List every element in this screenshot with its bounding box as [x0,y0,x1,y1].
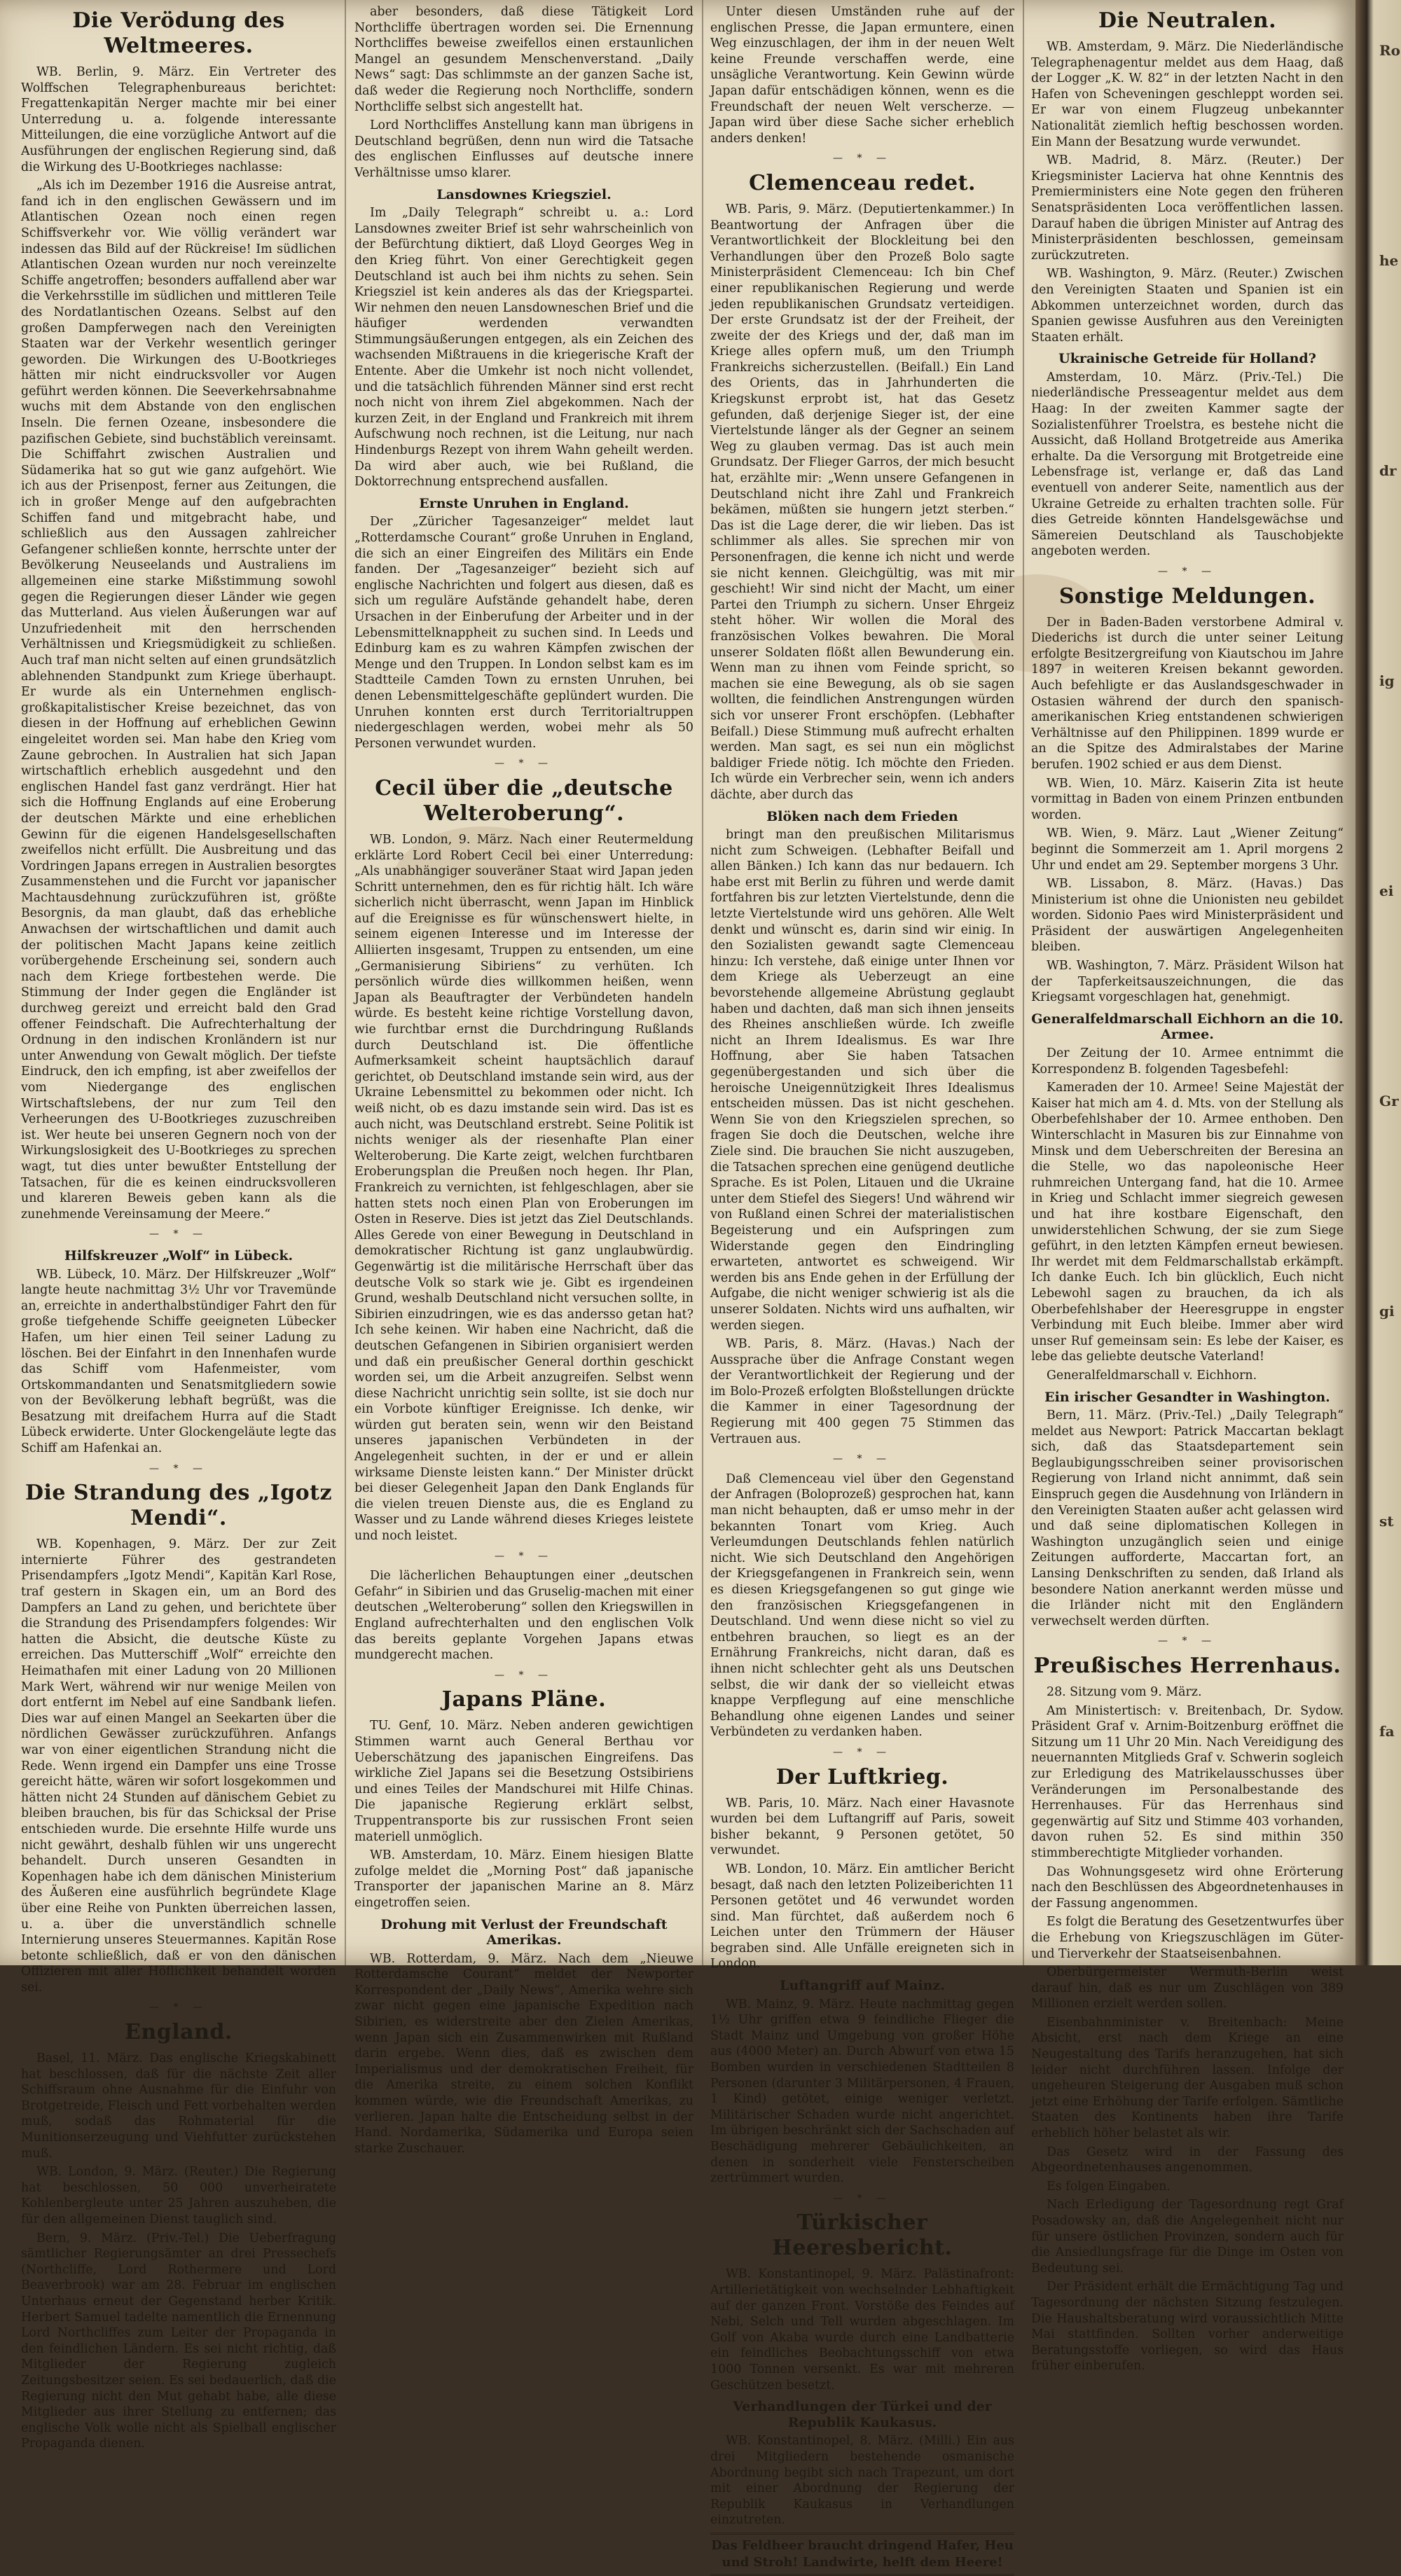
article-subheading: Blöken nach dem Frieden [766,808,958,824]
article-paragraph: WB. Amsterdam, 10. März. Einem hiesigen Blatte zufolge meldet die „Morning Post“ daß japanische Transporter der japanischen Marine an 8. März eingetroffen seien. [354,1848,693,1910]
article-paragraph: TU. Genf, 10. März. Neben anderen gewichtigen Stimmen warnt auch General Berthau vor Ueberschätzung des japanischen Eingreifens. Das wirkliche Ziel Japans sei die Besetzung Ostsibiriens und eines Teiles der Mandschurei mit Hilfe Chinas. Die japanische Regierung erklärt selbst, Truppentransporte bis zur russischen Front seien materiell unmöglich. [354,1719,693,1844]
notice-box: Das Feldheer braucht dringend Hafer, Heu und Stroh! Landwirte, helft dem Heere! [710,2533,1014,2576]
article-paragraph: Daß Clemenceau viel über den Gegenstand der Anfragen (Boloprozeß) gesprochen hat, kann man nicht behaupten, daß er umso mehr in der bekannten Tonart vom Krieg. Auch Verleumdungen Deutschlands fehlen natürlich nicht. Wie sich Deutschland den Angehörigen der Kriegsgefangenen in Frankreich sein, wenn es diesen Kriegsgefangenen so gut ginge wie den französischen Kriegsgefangenen in Deutschland. Und wenn diese nicht so viel zu entbehren brauchen, so liegt es an der Ernährung Frankreichs, nicht daran, daß es ihnen nicht schlechter geht als uns Deutschen selbst, die wir dank der so vielleicht etwas knappe Verpflegung auf eine menschliche Behandlung ohne eigenen Landes und seiner Verbündeten zu verdanken haben. [710,1471,1014,1740]
article-paragraph: WB. Madrid, 8. März. (Reuter.) Der Kriegsminister Lacierva hat ohne Kenntnis des Premierministers eine Note gegen den früheren Senatspräsidenten Loca veröffentlichen lassen. Darauf haben die übrigen Minister auf Antrag des Ministerpräsidenten beschlossen, gemeinsam zurückzutreten. [1031,153,1344,263]
article-subheading: Verhandlungen der Türkei und der Republik Kaukasus. [733,2399,992,2430]
article-paragraph: WB. Wien, 10. März. Kaiserin Zita ist heute vormittag in Baden von einem Prinzen entbunden worden. [1031,776,1344,822]
section-divider: — * — [495,1669,553,1681]
article-paragraph: Das Wohnungsgesetz wird ohne Erörterung nach den Beschlüssen des Abgeordnetenhauses in der Fassung angenommen. [1031,1864,1344,1911]
edge-text-fragment: ei [1379,882,1394,899]
section-divider: — * — [495,1550,553,1562]
article-paragraph: aber besonders, daß diese Tätigkeit Lord Northcliffe übertragen worden sei. Die Ernennung Northcliffes beweise zweifellos einen erstaunlichen Mangel an gesundem Menschenverstand. „Daily News“ sagt: Das schlimmste an der ganzen Sache ist, daß weder die Regierung noch Northcliffe, sondern Northcliffe selbst sich angestellt hat. [354,5,693,114]
article-headline: Die Strandung des „Igotz Mendi“. [25,1481,333,1531]
article-paragraph: Der in Baden-Baden verstorbene Admiral v. Diederichs ist durch die unter seiner Leitung erfolgte Besitzergreifung von Kiautschou im Jahre 1897 in weiteren Kreisen bekannt geworden. Auch befehligte er das Auslandsgeschwader in Ostasien während der durch den spanisch-amerikanischen Krieg entstandenen schwierigen Verhältnisse auf den Philippinen. 1899 wurde er an die Spitze des Admiralstabes der Marine berufen. 1902 schied er aus dem Dienst. [1031,615,1344,772]
article-paragraph: Der Präsident erhält die Ermächtigung Tag und Tagesordnung der nächsten Sitzung festzulegen. Die Haushaltsberatung wird voraussichtlich Mitte Mai stattfinden. Sollten vorher anderweitige Beratungsstoffe vorliegen, so wird das Haus früher einberufen. [1031,2280,1344,2374]
article-paragraph: „Als ich im Dezember 1916 die Ausreise antrat, fand ich in den englischen Gewässern und im Atlantischen Ozean noch einen regen Schiffsverkehr vor. Wie völlig verändert war indessen das Bild auf der Rückreise! Im südlichen Atlantischen Ozean wurden nur noch vereinzelte Schiffe angetroffen; besonders auffallend aber war die Verkehrsstille im südlichen und mittleren Teile des Nordatlantischen Ozeans. Selbst auf den großen Dampferwegen nach den Vereinigten Staaten war der Verkehr wesentlich geringer geworden. Die Wirkungen des U-Bootkrieges hätten mir nicht eindrucksvoller vor Augen geführt werden können. Die Seeverkehrsabnahme wuchs mit dem Abstande von den englischen Inseln. Die fernen Ozeane, insbesondere die pazifischen Gebiete, sind buchstäblich vereinsamt. Die Schiffahrt zwischen Australien und Südamerika hat so gut wie ganz aufgehört. Wie ich aus der Prisenpost, ferner aus Zeitungen, die ich in großer Menge auf den aufgebrachten Schiffen fand und mitgebracht habe, und schließlich aus den Aussagen zahlreicher Gefangener schließen konnte, herrschte unter der Bevölkerung Neuseelands und Australiens im allgemeinen eine starke Mißstimmung sowohl gegen die Regierungen dieser Länder wie gegen das Mutterland. Aus vielen Äußerungen war auf Unzufriedenheit mit den herrschenden Verhältnissen und Kriegsmüdigkeit zu schließen. Auch traf man nicht selten auf einen grundsätzlich ablehnenden Standpunkt zum Kriege überhaupt. Er wurde als ein Unternehmen englisch-großkapitalistischer Kreise bezeichnet, das von diesen in der Hoffnung auf erheblichen Gewinn eingeleitet worden sei. Man habe den Krieg vom Zaune gebrochen. In Australien hat sich Japan wirtschaftlich erheblich ausgedehnt und den englischen Handel fast ganz verdrängt. Hier hat sich die Hoffnung Englands auf eine Eroberung der deutschen Märkte und eine erheblichen Gewinn für die eigenen Handelsgesellschaften zweifellos nicht erfüllt. Die Ausbreitung und das Vordringen Japans erregen in Australien besorgtes Zusammenstehen und die Furcht vor japanischer Machtausdehnung zurückzuführen ist, größte Besorgnis, da man glaubt, daß das erhebliche Anwachsen der wirtschaftlichen und damit auch der politischen Macht Japans keine zeitlich vorübergehende Erscheinung sei, sondern auch nach dem Kriege fortbestehen werde. Die Stimmung der Inder gegen die Engländer ist durchweg gereizt und erreicht bald den Grad offener Feindschaft. Die Aufrechterhaltung der Ordnung in den indischen Kronländern ist nur unter Anwendung von Gewalt möglich. Der tiefste Eindruck, den ich empfing, ist aber zweifellos der vom Niedergange des englischen Wirtschaftslebens, der nur zum Teil den Verheerungen des U-Bootkrieges zuzuschreiben ist. Wer heute bei unseren Gegnern noch von der Wirkungslosigkeit des U-Bootkrieges zu sprechen wagt, tut dies unter bewußter Entstellung der Tatsachen, für die es keinen eindrucksvolleren und klareren Beweis geben kann als die zunehmende Vereinsamung der Meere.“ [21,179,336,1221]
article-headline: Clemenceau redet. [749,170,976,195]
article-paragraph: WB. London, 9. März. (Reuter.) Die Regierung hat beschlossen, 50 000 unverheiratete Kohlenbergleute unter 25 Jahren auszuheben, die für den allgemeinen Dienst tauglich sind. [21,2165,336,2227]
article-paragraph: Es folgt die Beratung des Gesetzentwurfes über die Erhebung von Kriegszuschlägen im Güter- und Tierverkehr der Staatseisenbahnen. [1031,1915,1344,1961]
article-paragraph: Der „Züricher Tagesanzeiger“ meldet laut „Rotterdamsche Courant“ große Unruhen in England, die sich an einer Eingreifen des Militärs ein Ende fanden. Der „Tagesanzeiger“ bezieht sich auf englische Nachrichten und folgert aus diesen, daß es sich um reguläre Aufstände gehandelt habe, deren Ursachen in der Einberufung der Arbeiter und in der Lebensmittelknappheit zu suchen sind. In Leeds und Edinburg kam es zu wahren Kämpfen zwischen der Menge und den Truppen. In London selbst kam es im Stadtteile Camden Town zu ernsten Unruhen, bei denen Lebensmittelgeschäfte geplündert wurden. Die Unruhen konnten erst durch Territorialtruppen niedergeschlagen werden, wobei mehr als 50 Personen verwundet wurden. [354,515,693,751]
article-subheading: Lansdownes Kriegsziel. [436,186,612,202]
article-paragraph: WB. Paris, 8. März. (Havas.) Nach der Aussprache über die Anfrage Constant wegen der Verantwortlichkeit der Regierung und der im Bolo-Prozeß erfolgten Bloßstellungen drückte die Kammer in einer Tagesordnung der Regierung mit 400 gegen 75 Stimmen das Vertrauen aus. [710,1337,1014,1446]
article-headline: Die Neutralen. [1098,8,1277,33]
section-divider: — * — [833,1453,892,1465]
article-subheading: Ukrainische Getreide für Holland? [1058,351,1316,367]
article-paragraph: Am Ministertisch: v. Breitenbach, Dr. Sydow. Präsident Graf v. Arnim-Boitzenburg eröffnet die Sitzung um 11 Uhr 20 Min. Nach Vereidigung des neuernannten Mitglieds Graf v. Schwerin sogleich zur Erledigung des Matrikelausschusses über Veränderungen im Personalbestande des Herrenhauses. Für das Herrenhaus sind gegenwärtig auf Sitz und Stimme 403 vorhanden, davon ruhen 52. Es sind mithin 350 stimmberechtigte Mitglieder vorhanden. [1031,1703,1344,1860]
article-paragraph: Nach Erledigung der Tagesordnung regt Graf Posadowsky an, daß die Angelegenheit nicht nur für unsere östlichen Provinzen, sondern auch für die Ansiedlungsfrage für die Dinge im Osten von Bedeutung sei. [1031,2198,1344,2276]
article-paragraph: Der Zeitung der 10. Armee entnimmt die Korrespondenz B. folgenden Tagesbefehl: [1031,1046,1344,1076]
section-divider: — * — [149,1462,208,1474]
edge-text-fragment: st [1379,1513,1394,1530]
column-3 [710,4,1014,2570]
section-divider: — * — [149,2002,208,2014]
article-paragraph: WB. Konstantinopel, 9. März. Palästinafront: Artillerietätigkeit von wechselnder Lebhaftigkeit auf der ganzen Front. Vorstöße des Feindes auf Nebi, Selch und Tell wurden abgeschlagen. Im Golf von Akaba wurde durch eine Landbatterie ein feindliches Beobachtungsschiff von etwa 1000 Tonnen versenkt. Es war mit mehreren Geschützen besetzt. [710,2267,1014,2393]
article-paragraph: WB. Berlin, 9. März. Ein Vertreter des Wolffschen Telegraphenbureaus berichtet: Fregattenkapitän Nerger machte mir bei einer Unterredung u. a. folgende interessante Mitteilungen, die eine vorzügliche Antwort auf die Ausführungen der englischen Regierung sind, daß die Wirkung des U-Bootkrieges nachlasse: [21,65,336,174]
column-4 [1031,4,1344,2374]
article-paragraph: Unter diesen Umständen ruhe auf der englischen Presse, die Japan ermuntere, einen Weg einzuschlagen, der ihm in der neuen Welt keine Freunde verschaffen werde, eine unsägliche Verantwortung. Kein Gewinn würde Japan dafür entschädigen können, wenn es die Freundschaft der neuen Welt verscherze. — Japan wird über diese Sache sicher erheblich anders denken! [710,5,1014,146]
edge-text-fragment: dr [1379,462,1397,479]
edge-text-fragment: fa [1379,1723,1395,1740]
article-paragraph: Oberbürgermeister Wermuth-Berlin weist darauf hin, daß es nur um Zuschlägen von 389 Millionen erzielt werden sollen. [1031,1965,1344,2011]
edge-text-fragment: Gr [1379,1093,1399,1109]
article-paragraph: WB. Lübeck, 10. März. Der Hilfskreuzer „Wolf“ langte heute nachmittag 3½ Uhr vor Travemünde an, erreichte in anderthalbstündiger Fahrt den für große tiefgehende Schiffe geeigneten Lübecker Hafen, um hier einen Teil seiner Ladung zu löschen. Bei der Einfahrt in den Innenhafen wurde das Schiff vom Hafenmeister, vom Ortskommandanten und Senatsmitgliedern sowie von der Bevölkerung lebhaft begrüßt, was die Besatzung mit dreifachem Hurra auf die Stadt Lübeck erwiderte. Unter Glockengeläute legte das Schiff am Hafenkai an. [21,1267,336,1456]
article-paragraph: Basel, 11. März. Das englische Kriegskabinett hat beschlossen, daß für die nächste Zeit aller Schiffsraum ohne Ausnahme für die Einfuhr von Brotgetreide, Fleisch und Fett vorbehalten werden muß, sodaß das Rohmaterial für die Munitionserzeugung und Viehfutter zurückstehen muß. [21,2051,336,2161]
article-paragraph: Bern, 9. März. (Priv.-Tel.) Die Ueberfragung sämtlicher Regierungsämter an drei Pressechefs (Northcliffe, Lord Rothermere und Lord Beaverbrook) war am 28. Februar im englischen Unterhaus erneut der Gegenstand herber Kritik. Herbert Samuel tadelte namentlich die Ernennung Lord Northcliffes zum Leiter der Propaganda in den feindlichen Ländern. Es sei nicht richtig, daß Mitglieder der Regierung zugleich Zeitungsbesitzer seien. Es sei bedauerlich, daß die Regierung nicht den Mut gehabt habe, alle diese Mitglieder aus ihrer Stellung zu entfernen; das englische Volk wolle nicht als Spielball englischer Propaganda dienen. [21,2231,336,2451]
article-paragraph: Im „Daily Telegraph“ schreibt u. a.: Lord Lansdownes zweiter Brief ist sehr wahrscheinlich von der Befürchtung diktiert, daß Lloyd Georges Weg in den Krieg führt. Von einer Gerechtigkeit gegen Deutschland ist auch bei ihm nichts zu sehen. Sein Kriegsziel ist kein anderes als das der Kriegspartei. Wir nehmen den neuen Lansdowneschen Brief und die häufiger werdenden verwandten Stimmungsäußerungen entgegen, als ein Zeichen des wachsenden Mißtrauens in die kriegerische Kraft der Entente. Aber die Umkehr ist noch nicht vollendet, und die tatsächlich führenden Männer sind erst recht noch nicht von ihrem Ziel abgekommen. Nach der kurzen Zeit, in der England und Frankreich mit ihrem Aufschwung noch rechnen, ist die Leitung, nur nach Hindenburgs Rezept von ihrem Wahn geheilt werden. Da wird aber auch, wie bei Rußland, die Doktorrechnung entsprechend ausfallen. [354,206,693,490]
article-subheading: Ernste Unruhen in England. [419,495,629,511]
article-paragraph: WB. Paris, 9. März. (Deputiertenkammer.) In Beantwortung der Anfragen über die Verantwortlichkeit der Blockleitung bei den Verhandlungen über den Prozeß Bolo sagte Ministerpräsident Clemenceau: Ich bin Chef einer republikanischen Regierung und werde jeden republikanischen Grundsatz verteidigen. Der erste Grundsatz ist der der Freiheit, der zweite der des Kriegs und der, daß man im Kriege alles opfern muß, um den Triumph Frankreichs sicherzustellen. (Beifall.) Ein Land des Orients, das in Jahrhunderten die Kriegskunst erprobt ist, hat das Gesetz gefunden, daß derjenige Sieger ist, der eine Viertelstunde länger als der Gegner an seinem Weg zu glauben vermag. Das ist auch mein Grundsatz. Der Flieger Garros, der mich besucht hat, erzählte mir: „Wenn unsere Gefangenen in Deutschland nicht ihre Zahl und Frankreich bekämen, müßten sie hungern jetzt sterben.“ Das ist die Lage derer, die wir lieben. Das ist schlimmer als alles. Sie sprechen mir von Personenfragen, die kenne ich nicht und werde sie nicht kennen. Gleichgültig, was mit mir geschieht! Wir sind nicht der Macht, um einer Partei den Triumph zu sichern. Unser Ehrgeiz steht höher. Wir wollen die Moral des französischen Volkes bewahren. Die Moral unserer Soldaten flößt allen Bewunderung ein. Wenn man zu ihnen vom Feinde spricht, so machen sie eine Bewegung, als ob sie sagen wollten, die feindlichen Anstrengungen würden sich vor unserer Front erschöpfen. (Lebhafter Beifall.) Diese Stimmung muß aufrecht erhalten werden. Man sagt, es sei nun ein möglichst baldiger Friede nötig. Ich möchte den Frieden. Ich würde ein Verbrecher sein, wenn ich anders dächte, aber durch das [710,202,1014,802]
article-headline: Türkischer Heeresbericht. [772,2210,953,2261]
section-divider: — * — [833,2192,892,2204]
article-paragraph: Lord Northcliffes Anstellung kann man übrigens in Deutschland begrüßen, denn nun wird die Tatsache des englischen Einflusses auf deutsche innere Verhältnisse umso klarer. [354,118,693,180]
article-paragraph: WB. Wien, 9. März. Laut „Wiener Zeitung“ beginnt die Sommerzeit am 1. April morgens 2 Uhr und endet am 29. September morgens 3 Uhr. [1031,826,1344,873]
section-divider: — * — [833,1746,892,1758]
article-paragraph: WB. Mainz, 9. März. Heute nachmittag gegen 1½ Uhr griffen etwa 9 feindliche Flieger die Stadt Mainz und Umgebung von großer Höhe aus (4000 Meter) an. Durch Abwurf von etwa 15 Bomben wurden in verschiedenen Stadtteilen 8 Personen (darunter 3 Militärpersonen, 4 Frauen, 1 Kind) getötet, einige weniger verletzt. Militärischer Schaden wurde nicht angerichtet. Im übrigen beschränkt sich der Sachschaden auf Beschädigung mehrerer Gebäulichkeiten, an denen in sonderheit viele Fensterscheiben zertrümmert wurden. [710,1997,1014,2186]
article-paragraph: bringt man den preußischen Militarismus nicht zum Schweigen. (Lebhafter Beifall und allen Bänken.) Ich kann das nur bedauern. Ich habe erst mit Berlin zu führen und werde damit fortfahren bis zur letzten Viertelstunde, denn die letzte Viertelstunde wird uns gehören. Alle Welt denkt und wünscht es, darin sind wir einig. In den Sozialisten gewandt sagte Clemenceau hinzu: Ich verstehe, daß einige unter Ihnen vor dem Kriege als Ueberzeugt an eine bevorstehende allgemeine Abrüstung geglaubt haben und dachten, daß man sich ihnen jenseits des Rheines anschließen würde. Ich zweifle nicht an Ihrem Idealismus. Es war Ihre Hoffnung, aber Sie haben Tatsachen gegenübergestanden und sich über die heroische Uneigennützigkeit Ihres Idealismus entscheiden müssen. Das ist nicht geschehen. Wenn Sie von den Kriegszielen sprechen, so fragen Sie doch die Deutschen, welche ihre Ziele sind. Die brauchen Sie nicht auszugeben, die Tatsachen sprechen eine genügend deutliche Sprache. Es ist Polen, Litauen und die Ukraine unter dem Stiefel des Siegers! Und während wir von Rußland einen Schrei der materialistischen Begeisterung und ein Aufspringen zum Widerstande gegen den Eindringling erwarteten, antwortet es schweigend. Wir werden bis ans Ende gehen in der Erfüllung der Aufgabe, die nicht weniger schwierig ist als die unserer Soldaten. Nichts wird uns aufhalten, wir werden siegen. [710,828,1014,1333]
article-paragraph: Es folgen Eingaben. [1047,2179,1171,2194]
section-divider: — * — [833,153,892,165]
article-headline: Japans Pläne. [441,1687,607,1712]
article-headline: Preußisches Herrenhaus. [1033,1654,1341,1678]
article-paragraph: WB. Washington, 9. März. (Reuter.) Zwischen den Vereinigten Staaten und Spanien ist ein Abkommen unterzeichnet worden, durch das Spanien gewisse Ausfuhren aus den Vereinigten Staaten erhält. [1031,267,1344,345]
article-paragraph: Die lächerlichen Behauptungen einer „deutschen Gefahr“ in Sibirien und das Gruselig-machen mit einer deutschen „Welteroberung“ sollen den Kriegswillen in England aufrechterhalten und den englischen Volk das bereits geplante Vorgehen Japans etwas mundgerecht machen. [354,1569,693,1663]
article-paragraph: Amsterdam, 10. März. (Priv.-Tel.) Die niederländische Presseagentur meldet aus dem Haag: In der zweiten Kammer sagte der Sozialistenführer Troelstra, es bestehe nicht die Aussicht, daß Holland Brotgetreide aus Amerika erhalte. Da die Versorgung mit Brotgetreide eine Lebensfrage ist, verlange er, daß das Land eventuell von anderer Seite, namentlich aus der Ukraine Getreide zu erhalten trachten solle. Für dies Getreide könnten Handelsgewächse und Sämereien Deutschland als Tauschobjekte angeboten werden. [1031,370,1344,559]
article-paragraph: WB. Konstantinopel, 8. März. (Milli.) Ein aus drei Mitgliedern bestehende osmanische Abordnung begibt sich nach Trapezunt, um dort mit einer Abordnung der Regierung der Republik Kaukasus in Verhandlungen einzutreten. [710,2434,1014,2528]
article-subheading: Hilfskreuzer „Wolf“ in Lübeck. [64,1247,294,1263]
article-paragraph: WB. Washington, 7. März. Präsident Wilson hat der Tapferkeitsauszeichnungen, die das Kriegsamt vorgeschlagen hat, genehmigt. [1031,959,1344,1005]
article-subheading: Ein irischer Gesandter in Washington. [1044,1389,1330,1405]
column-1 [21,4,336,2451]
article-paragraph: Das Gesetz wird in der Fassung des Abgeordnetenhauses angenommen. [1031,2145,1344,2175]
article-paragraph: WB. Kopenhagen, 9. März. Der zur Zeit internierte Führer des gestrandeten Prisendampfers „Igotz Mendi“, Kapitän Karl Rose, traf gestern in Skagen ein, um an Bord des Dampfers an Land zu gehen, und berichtete über die Strandung des Prisendampfers folgendes: Wir hatten die Absicht, die deutsche Küste zu erreichen. Das Mutterschiff „Wolf“ erreichte den Heimathafen mit einer Ladung von 20 Millionen Mark Wert, während wir nur wenige Meilen von dort entfernt im Nebel auf eine Sandbank liefen. Dies war auf einen Mangel an Seekarten über die nördlichen Gewässer zurückzuführen. Anfangs war von einer eigentlichen Strandung nicht die Rede. Wenn irgend ein Dampfer uns eine Trosse gereicht hätte, wären wir sofort losgekommen und hätten nicht 24 Stunden auf dänischem Gebiet zu bleiben brauchen, bis für das Schicksal der Prise entschieden wurde. Die ersehnte Hilfe wurde uns nicht gewährt, deshalb fühlen wir uns ungerecht behandelt. Durch unseren Gesandten in Kopenhagen habe ich dem dänischen Ministerium des Äußeren eine ausführlich begründete Klage über eine Reihe von Punkten überreichen lassen, u. a. über die unverständlich schnelle Internierung unseres Steuermannes. Kapitän Rose betonte schließlich, daß er von den dänischen Offizieren mit aller Höflichkeit behandelt worden sei. [21,1537,336,1995]
article-subheading: Drohung mit Verlust der Freundschaft Amerikas. [380,1916,668,1948]
article-subheading: Luftangriff auf Mainz. [780,1978,945,1994]
article-paragraph: Generalfeldmarschall v. Eichhorn. [1047,1368,1257,1383]
page-edge-next-sheet [1355,0,1401,1965]
article-paragraph: WB. London, 9. März. Nach einer Reutermeldung erklärte Lord Robert Cecil bei einer Unterredung: „Als unabhängiger souveräner Staat wird Japan jeden Schritt unternehmen, den es für richtig hält. Ich wäre sicherlich nicht überrascht, wenn Japan im Hinblick auf die Ereignisse es für wünschenswert hielte, in seinem eigenen Interesse und im Interesse der Alliierten insgesamt, Truppen zu entsenden, um eine „Germanisierung Sibiriens“ zu verhüten. Ich persönlich würde dies willkommen heißen, wenn Japan als Beauftragter der Verbündeten handeln würde. Es besteht keine richtige Vorstellung davon, wie furchtbar ernst die Durchdringung Rußlands durch Deutschland ist. Die öffentliche Aufmerksamkeit scheint hauptsächlich darauf gerichtet, ob Deutschland imstande sein wird, aus der Ukraine Lebensmittel zu bekommen oder nicht. Ich weiß nicht, ob es dazu imstande sein wird. Das ist es auch nicht, was Deutschland erstrebt. Seine Politik ist nichts weniger als der riesenhafte Plan einer Welteroberung. Die Karte zeigt, welchen furchtbaren Eroberungsplan die Preußen noch hegen. Ihr Plan, Frankreich zu vernichten, ist fehlgeschlagen, aber sie hatten stets noch einen Plan von Eroberungen im Osten in Reserve. Dies ist jetzt das Ziel Deutschlands. Alles Gerede von einer Bewegung in Deutschland in demokratischer Richtung ist ganz unglaubwürdig. Gegenwärtig ist die militärische Herrschaft über das deutsche Volk so stark wie je. Gibt es irgendeinen Grund, weshalb Deutschland nicht versuchen sollte, in Sibirien einzudringen, wie es das andersso getan hat? Ich sehe keinen. Wir haben eine Nachricht, daß die deutschen Gefangenen in Sibirien organisiert werden und daß ein preußischer General dorthin geschickt worden sei, um die Arbeit anzugreifen. Selbst wenn diese Nachricht unrichtig sein sollte, ist sie doch nur ein Vorbote künftiger Ereignisse. Ich denke, wir würden gut beraten sein, wenn wir den Beistand unseres japanischen Verbündeten in der Angelegenheit suchten, in der er und er allein wirksame Dienste leisten kann.“ Der Minister drückt bei dieser Gelegenheit Japan den Dank Englands für die vielen treuen Dienste aus, die es England zu Wasser und zu Lande während dieses Krieges leistete und noch leistet. [354,832,693,1544]
section-divider: — * — [1158,1635,1217,1647]
article-paragraph: Bern, 11. März. (Priv.-Tel.) „Daily Telegraph“ meldet aus Newport: Patrick Maccartan beklagt sich, daß das Staatsdepartement sein Beglaubigungsschreiben seiner provisorischen Regierung von Irland nicht annimmt, daß sein Einspruch gegen die Ausdehnung von Irländern in den Vereinigten Staaten außer acht gelassen wird und daß seine diplomatischen Kollegen in Washington unzugänglich seien und einige Zeitungen aufforderte, Maccartan fort, an Lansing Denkschriften zu senden, daß Irland als besondere Nation anerkannt werden müsse und die Irländer nicht mit den Engländern verwechselt werden dürften. [1031,1408,1344,1628]
article-paragraph: WB. Lissabon, 8. März. (Havas.) Das Ministerium ist ohne die Unionisten neu gebildet worden. Sidonio Paes wird Ministerpräsident und Präsident der auswärtigen Angelegenheiten bleiben. [1031,877,1344,955]
article-subheading: Generalfeldmarschall Eichhorn an die 10. Armee. [1031,1011,1344,1043]
article-paragraph: WB. Paris, 10. März. Nach einer Havasnote wurden bei dem Luftangriff auf Paris, soweit bisher bekannt, 9 Personen getötet, 50 verwundet. [710,1796,1014,1858]
article-paragraph: 28. Sitzung vom 9. März. [1047,1685,1202,1699]
article-paragraph: Kameraden der 10. Armee! Seine Majestät der Kaiser hat mich am 4. d. Mts. von der Stellung als Oberbefehlshaber der 10. Armee enthoben. Den Winterschlacht in Masuren bis zur Einnahme von Minsk und dem Ueberschreiten der Beresina an die Stelle, wo das napoleonische Heer ruhmreichen Untergang fand, hat die 10. Armee in Krieg und Schlacht immer siegreich gewesen und hat ihre kostbare Eigenschaft, den unwiderstehlichen Schwung, der sie zum Siege geführt, in den letzten Kämpfen erneut bewiesen. Ihr werdet mit dem Feldmarschallstab erkämpft. Ich danke Euch. Ich bin glücklich, Euch nicht Lebewohl sagen zu brauchen, da ich als Oberbefehlshaber der Heeresgruppe in engster Verbindung mit Euch bleibe. Immer aber wird unser Ruf gemeinsam sein: Es lebe der Kaiser, es lebe das geliebte deutsche Vaterland! [1031,1081,1344,1364]
article-headline: Cecil über die „deutsche Welteroberung“. [375,775,673,826]
article-paragraph: Eisenbahnminister v. Breitenbach: Meine Absicht, erst nach dem Kriege an eine Neugestaltung des Tarifs heranzugehen, hat sich leider nicht durchführen lassen. Infolge der ungeheuren Steigerung der Ausgaben muß schon jetzt eine Erhöhung der Tarife erfolgen. Sämtliche Staaten des Kontinents haben ihre Tarife erheblich höher belastet als wir. [1031,2015,1344,2141]
edge-text-fragment: Ro [1379,42,1400,59]
column-2 [354,4,693,2156]
edge-text-fragment: ig [1379,672,1395,689]
section-divider: — * — [1158,566,1217,577]
edge-text-fragment: gi [1379,1303,1395,1320]
article-headline: Der Luftkrieg. [775,1764,949,1789]
section-divider: — * — [149,1228,208,1240]
edge-text-fragment: he [1379,252,1399,269]
section-divider: — * — [495,758,553,770]
article-paragraph: WB. London, 10. März. Ein amtlicher Bericht besagt, daß nach den letzten Polizeiberichten 11 Personen getötet und 46 verwundet worden sind. Man fürchtet, daß außerdem noch 6 Leichen unter den Trümmern der Häuser begraben sind. Alle Unfälle ereigneten sich in London. [710,1862,1014,1972]
article-paragraph: WB. Amsterdam, 9. März. Die Niederländische Telegraphenagentur meldet aus dem Haag, daß der Logger „K. W. 82“ in der letzten Nacht in den Hafen von Scheveningen geschleppt worden sei. Er war von einem Flugzeug unbekannter Nationalität ziemlich heftig beschossen worden. Ein Mann der Besatzung wurde verwundet. [1031,40,1344,149]
article-headline: Sonstige Meldungen. [1058,583,1316,609]
article-paragraph: WB. Rotterdam, 9. März. Nach dem „Nieuwe Rotterdamsche Courant“ meldet der Newporter Korrespondent der „Daily News“, Amerika wehre sich zwar nicht gegen eine japanische Expedition nach Sibirien, es widerstreite aber den Zielen Amerikas, wenn Japan sich ein Zusammenwirken mit Rußland darin ergebe. Wenn dies, daß es zwischen dem Imperialismus und der demokratischen Freiheit, für die Amerika streite, zu einem solchen Konflikt kommen würde, wie die Freundschaft Amerikas, zu verlieren. Japan halte die Entscheidung selbst in der Hand. Nordamerika, Südamerika und Europa seien starke Zuschauer. [354,1951,693,2156]
article-headline: Die Verödung des Weltmeeres. [72,8,285,58]
article-headline: England. [125,2020,233,2045]
